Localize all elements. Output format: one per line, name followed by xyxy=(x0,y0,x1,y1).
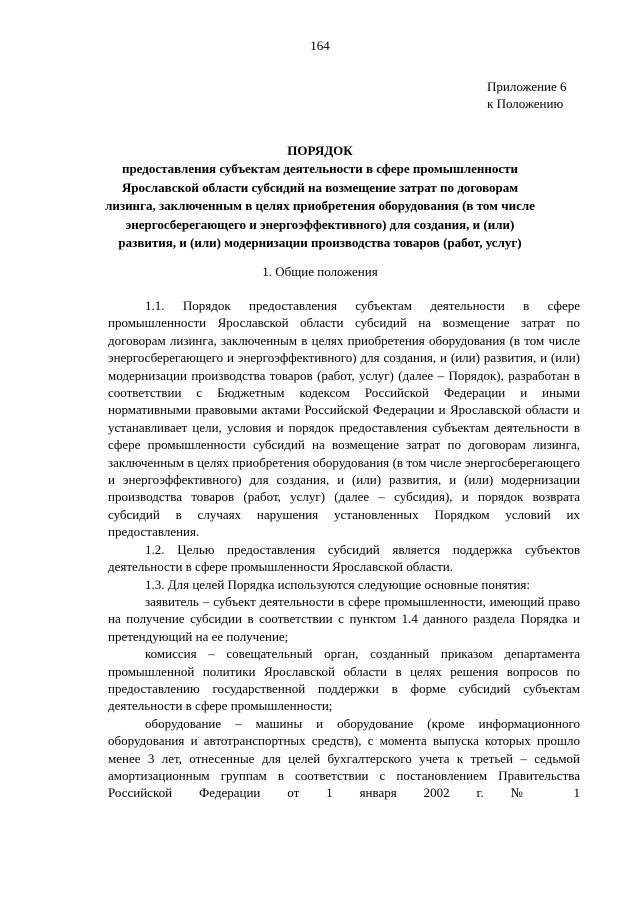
subtitle-line: предоставления субъектам деятельности в сфере промышленности xyxy=(121,161,519,176)
definition-equipment: оборудование – машины и оборудование (кроме информационного оборудования и автотранспортных средств), с момента выпуска которых прошло менее 3 лет, отнесенные для целей бухгалтерского учета к третьей – седьмой амортизационным группам в соответствии с постановлением Правительства Российской Федерации от 1 января 2002 г. № 1 xyxy=(108,715,580,801)
document-subtitle xyxy=(105,160,535,253)
appendix-reference xyxy=(487,78,567,112)
paragraph-1-2: 1.2. Целью предоставления субсидий является поддержка субъектов деятельности в сфере промышленности Ярославской области. xyxy=(108,541,580,575)
definition-applicant: заявитель – субъект деятельности в сфере промышленности, имеющий право на получение субсидии в соответствии с пунктом 1.4 данного раздела Порядка и претендующий на ее получение; xyxy=(108,593,580,644)
paragraph-1-3: 1.3. Для целей Порядка используются следующие основные понятия: xyxy=(145,576,531,592)
definition-commission: комиссия – совещательный орган, созданный приказом департамента промышленной политики Ярославской области в целях решения вопросов по предоставлению государственной поддержки в форме субсидий субъектам деятельности в сфере промышленности; xyxy=(108,646,580,714)
appendix-line-1: Приложение 6 xyxy=(487,79,567,94)
subtitle-line: развития, и (или) модернизации производства товаров (работ, услуг) xyxy=(118,235,522,250)
section-heading: 1. Общие положения xyxy=(262,264,378,279)
paragraph-1-1: 1.1. Порядок предоставления субъектам деятельности в сфере промышленности Ярославской области субсидий на возмещение затрат по договорам лизинга, заключенным в целях приобретения оборудования (в том числе энергосберегающего и энергоэффективного) для создания, и (или) развития, и (или) модернизации производства товаров (работ, услуг) (далее – Порядок), разработан в соответствии с Бюджетным кодексом Российской Федерации и иными нормативными правовыми актами Российской Федерации и Ярославской области и устанавливает цели, условия и порядок предоставления субъектам деятельности в сфере промышленности субсидий на возмещение затрат по договорам лизинга, заключенным в целях приобретения оборудования (в том числе энергосберегающего и энергоэффективного) для создания, и (или) развития, и (или) модернизации производства товаров (работ, услуг) (далее – субсидия), и порядок возврата субсидий в случаях нарушения установленных Порядком условий их предоставления. xyxy=(108,298,580,540)
subtitle-line: лизинга, заключенным в целях приобретения оборудования (в том числе xyxy=(105,198,535,213)
subtitle-line: энергосберегающего и энергоэффективного) для создания, и (или) xyxy=(125,216,515,232)
page-number: 164 xyxy=(310,38,330,53)
appendix-line-2: к Положению xyxy=(487,96,564,111)
subtitle-line: Ярославской области субсидий на возмещение затрат по договорам xyxy=(121,179,519,195)
document-title: ПОРЯДОК xyxy=(287,143,353,158)
document-body xyxy=(108,297,580,802)
